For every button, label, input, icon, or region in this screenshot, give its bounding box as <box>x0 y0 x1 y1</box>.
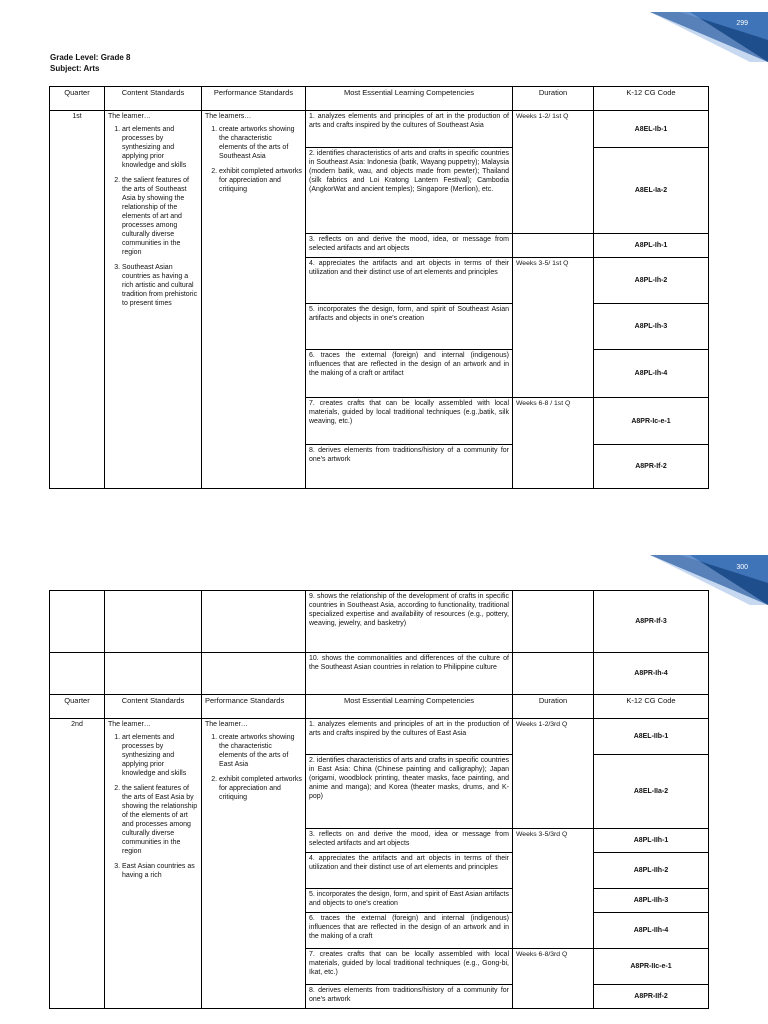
page-300 <box>0 550 768 1024</box>
duration-cell: Weeks 3-5/ 1st Q <box>513 258 594 398</box>
competency-cell: 2. identifies characteristics of arts and crafts in specific countries in Southeast Asia: Indonesia (batik, Wayang puppetry); Malaysia (modern batik, wau, and objects made from pewter); Thailand (silk fabrics and Loi Kratong Lantern Festival); Cambodia (AngkorWat and ancient temples); Singapore (Merlion), etc. <box>306 148 513 234</box>
empty-cell <box>513 653 594 695</box>
code-cell: A8PR-If-2 <box>594 445 709 489</box>
code-cell: A8PL-Ih-1 <box>594 234 709 258</box>
code-cell: A8PL-IIh-4 <box>594 913 709 949</box>
duration-cell: Weeks 1-2/ 1st Q <box>513 111 594 234</box>
duration-cell: Weeks 3-5/3rd Q <box>513 829 594 949</box>
content-standards-cell <box>105 111 202 489</box>
competency-cell: 3. reflects on and derive the mood, idea, or message from selected artifacts and art objects <box>306 234 513 258</box>
competency-cell: 4. appreciates the artifacts and art objects in terms of their utilization and their distinct use of art elements and principles <box>306 258 513 304</box>
header-competencies: Most Essential Learning Competencies <box>306 87 513 111</box>
code-cell: A8PL-IIh-3 <box>594 889 709 913</box>
curriculum-table-continued <box>49 590 709 1009</box>
competency-cell: 10. shows the commonalities and differences of the culture of the Southeast Asian countries in relation to Philippine culture <box>306 653 513 695</box>
quarter-cell: 1st <box>50 111 105 489</box>
subject: Subject: Arts <box>50 64 100 73</box>
competency-cell: 8. derives elements from traditions/history of a community for one's artwork <box>306 445 513 489</box>
perf-item: 2. exhibit completed artworks for appreciation and critiquing <box>219 775 302 802</box>
perf-item: 2. exhibit completed artworks for appreciation and critiquing <box>219 167 302 194</box>
competency-cell: 7. creates crafts that can be locally assembled with local materials, guided by local traditional techniques (e.g.,batik, silk weaving, etc.) <box>306 398 513 445</box>
empty-cell <box>105 591 202 653</box>
header-quarter: Quarter <box>50 87 105 111</box>
table-row <box>50 719 709 755</box>
code-cell: A8PL-IIh-1 <box>594 829 709 853</box>
header-code: K-12 CG Code <box>594 695 709 719</box>
header-quarter: Quarter <box>50 695 105 719</box>
empty-cell <box>50 591 105 653</box>
header-code: K-12 CG Code <box>594 87 709 111</box>
competency-cell: 9. shows the relationship of the development of crafts in specific countries in Southeast Asia, according to functionality, traditional specialized expertise and availability of resources (e.g., pottery, weaving, jewelry, and basketry) <box>306 591 513 653</box>
header-duration: Duration <box>513 695 594 719</box>
code-cell: A8PR-Ih-4 <box>594 653 709 695</box>
empty-cell <box>202 591 306 653</box>
perf-item: 1. create artworks showing the characteristic elements of the arts of East Asia <box>219 733 302 769</box>
table-row <box>50 653 709 695</box>
content-intro: The learner… <box>108 113 151 120</box>
competency-cell: 1. analyzes elements and principles of art in the production of arts and crafts inspired by the cultures of Southeast Asia <box>306 111 513 148</box>
code-cell: A8PR-If-3 <box>594 591 709 653</box>
code-cell: A8PR-IIc-e-1 <box>594 949 709 985</box>
code-cell: A8PL-Ih-3 <box>594 304 709 350</box>
curriculum-table <box>49 86 709 489</box>
code-cell: A8PL-Ih-4 <box>594 350 709 398</box>
competency-cell: 5. incorporates the design, form, and spirit of Southeast Asian artifacts and objects in one's creation <box>306 304 513 350</box>
header-performance-standards: Performance Standards <box>202 87 306 111</box>
empty-cell <box>105 653 202 695</box>
competency-cell: 7. creates crafts that can be locally assembled with local materials, guided by local traditional techniques (e.g., Gong-bi, Ikat, etc.) <box>306 949 513 985</box>
header-content-standards: Content Standards <box>105 695 202 719</box>
competency-cell: 8. derives elements from traditions/history of a community for one's artwork <box>306 985 513 1009</box>
quarter-cell: 2nd <box>50 719 105 1009</box>
empty-cell <box>513 591 594 653</box>
competency-cell: 1. analyzes elements and principles of art in the production of arts and crafts inspired by the cultures of East Asia <box>306 719 513 755</box>
duration-cell-empty <box>513 234 594 258</box>
competency-cell: 5. incorporates the design, form, and spirit of East Asian artifacts and objects to one's creation <box>306 889 513 913</box>
perf-intro: The learners… <box>205 113 252 120</box>
competency-cell: 4. appreciates the artifacts and art objects in terms of their utilization and their distinct use of art elements and principles <box>306 853 513 889</box>
duration-cell: Weeks 6-8 / 1st Q <box>513 398 594 489</box>
performance-standards-cell <box>202 111 306 489</box>
header-performance-standards: Performance Standards <box>202 695 306 719</box>
content-item: 3. Southeast Asian countries as having a rich artistic and cultural tradition from prehistoric to present times <box>122 263 198 308</box>
perf-intro: The learner… <box>205 721 248 728</box>
content-item: 3. East Asian countries as having a rich <box>122 862 198 880</box>
empty-cell <box>202 653 306 695</box>
page-number: 299 <box>736 20 748 27</box>
page-number: 300 <box>736 564 748 571</box>
code-cell: A8PL-IIh-2 <box>594 853 709 889</box>
code-cell: A8EL-Ib-1 <box>594 111 709 148</box>
header-competencies: Most Essential Learning Competencies <box>306 695 513 719</box>
perf-item: 1. create artworks showing the characteristic elements of the arts of Southeast Asia <box>219 125 302 161</box>
competency-cell: 2. identifies characteristics of arts and crafts in specific countries in East Asia: China (Chinese painting and calligraphy); Japan (origami, woodblock printing, theater masks, face painting, and anime and manga); and Korea (theater masks, drums, and K-pop) <box>306 755 513 829</box>
table-header-row <box>50 87 709 111</box>
duration-cell: Weeks 1-2/3rd Q <box>513 719 594 829</box>
content-item: 1. art elements and processes by synthesizing and applying prior knowledge and skills <box>122 733 198 778</box>
content-standards-cell <box>105 719 202 1009</box>
header-content-standards: Content Standards <box>105 87 202 111</box>
grade-level: Grade Level: Grade 8 <box>50 53 131 62</box>
code-cell: A8PR-Ic-e-1 <box>594 398 709 445</box>
code-cell: A8EL-Ia-2 <box>594 148 709 234</box>
content-intro: The learner… <box>108 721 151 728</box>
content-item: 2. the salient features of the arts of Southeast Asia by showing the relationship of the elements of art and processes among culturally diverse communities in the region <box>122 176 198 257</box>
table-row <box>50 111 709 148</box>
duration-cell: Weeks 6-8/3rd Q <box>513 949 594 1009</box>
code-cell: A8PL-Ih-2 <box>594 258 709 304</box>
competency-cell: 6. traces the external (foreign) and internal (indigenous) influences that are reflected in the design of an artwork and in the making of a craft or artifact <box>306 350 513 398</box>
table-header-row <box>50 695 709 719</box>
page-299 <box>0 0 768 500</box>
code-cell: A8EL-IIb-1 <box>594 719 709 755</box>
header-duration: Duration <box>513 87 594 111</box>
empty-cell <box>50 653 105 695</box>
page-corner-banner <box>650 12 768 62</box>
code-cell: A8EL-IIa-2 <box>594 755 709 829</box>
content-item: 1. art elements and processes by synthesizing and applying prior knowledge and skills <box>122 125 198 170</box>
table-row <box>50 591 709 653</box>
content-item: 2. the salient features of the arts of East Asia by showing the relationship of the elements of art and processes among culturally diverse communities in the region <box>122 784 198 856</box>
competency-cell: 6. traces the external (foreign) and internal (indigenous) influences that are reflected in the design of an artwork and in the making of a craft <box>306 913 513 949</box>
performance-standards-cell <box>202 719 306 1009</box>
code-cell: A8PR-IIf-2 <box>594 985 709 1009</box>
competency-cell: 3. reflects on and derive the mood, idea or message from selected artifacts and art objects <box>306 829 513 853</box>
